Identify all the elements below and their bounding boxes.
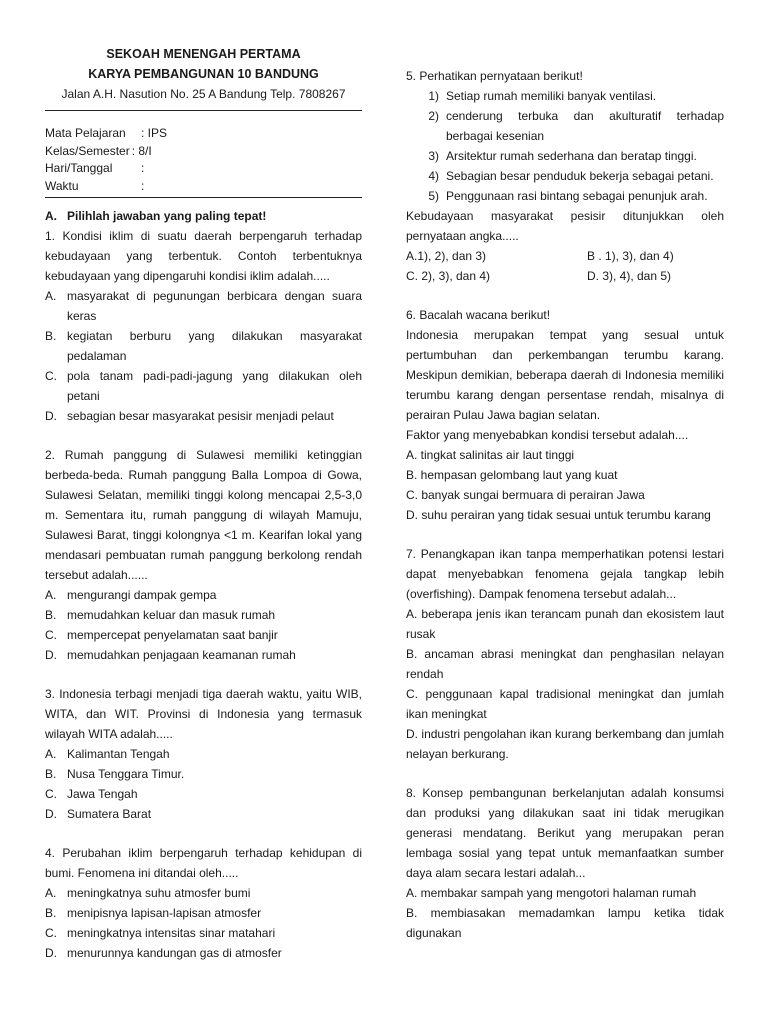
meta-day-value: : [141, 161, 145, 175]
option-text: sebagian besar masyarakat pesisir menjadi pelaut [67, 409, 334, 423]
question-6-option-c[interactable]: C. banyak sungai bermuara di perairan Jawa [406, 488, 645, 502]
question-6-option-d[interactable]: D. suhu perairan yang tidak sesuai untuk terumbu karang [406, 508, 711, 522]
section-a-text: Pilihlah jawaban yang paling tepat! [67, 209, 267, 223]
spacer [406, 764, 724, 783]
question-6-question: Faktor yang menyebabkan kondisi tersebut adalah.... [406, 428, 689, 442]
meta-divider [45, 197, 362, 198]
question-3 [45, 684, 362, 824]
question-5-option-a[interactable]: A.1), 2), dan 3) [406, 249, 487, 263]
option-text: pola tanam padi-padi-jagung yang dilakukan oleh petani [67, 369, 362, 403]
statement-number: 2) [428, 109, 439, 123]
question-4-option-d[interactable] [45, 943, 362, 963]
spacer [45, 665, 362, 684]
spacer [406, 286, 724, 305]
option-letter: C. [45, 628, 57, 642]
question-8-stem: 8. Konsep pembangunan berkelanjutan adalah konsumsi dan produksi yang dilakukan saat ini tidak merugikan generasi mendatang. Berikut yang merupakan peran lembaga sosial yang tepat untuk memanfaatkan sumber daya alam secara lestari adalah... [406, 786, 724, 880]
school-name-line2: KARYA PEMBANGUNAN 10 BANDUNG [88, 67, 319, 81]
question-7-option-a[interactable]: A. beberapa jenis ikan terancam punah dan ekosistem laut rusak [406, 607, 724, 641]
question-2-stem: 2. Rumah panggung di Sulawesi memiliki ketinggian berbeda-beda. Rumah panggung Balla Lompoa di Gowa, Sulawesi Selatan, memiliki tinggi kolong mencapai 2,5-3,0 m. Sementara itu, rumah panggung di wilayah Mamuju, Sulawesi Barat, tinggi kolongnya <1 m. Kearifan lokal yang mendasari pembuatan rumah panggung berkolong rendah tersebut adalah...... [45, 448, 362, 582]
question-5-option-d[interactable]: D. 3), 4), dan 5) [587, 269, 672, 283]
question-2-option-c[interactable] [45, 625, 362, 645]
option-letter: D. [45, 409, 57, 423]
question-2-option-d[interactable] [45, 645, 362, 665]
question-8-option-b[interactable]: B. membiasakan memadamkan lampu ketika tidak digunakan [406, 906, 724, 940]
question-3-option-b[interactable] [45, 764, 362, 784]
question-3-option-d[interactable] [45, 804, 362, 824]
option-letter: A. [45, 588, 57, 602]
question-5-question: Kebudayaan masyarakat pesisir ditunjukkan oleh pernyataan angka..... [406, 209, 724, 243]
option-text: memudahkan keluar dan masuk rumah [67, 608, 276, 622]
question-1-stem: 1. Kondisi iklim di suatu daerah berpengaruh terhadap kebudayaan yang terbentuk. Contoh terbentuknya kebudayaan yang dipengaruhi kondisi iklim adalah..... [45, 229, 362, 283]
question-7-option-d[interactable]: D. industri pengolahan ikan kurang berkembang dan jumlah nelayan berkurang. [406, 727, 724, 761]
meta-time [45, 178, 362, 196]
option-letter: B. [45, 767, 57, 781]
meta-time-value: : [141, 178, 145, 193]
question-6-passage: Indonesia merupakan tempat yang sesual untuk pertumbuhan dan perkembangan terumbu karang. Meskipun demikian, beberapa daerah di Indonesia memiliki terumbu karang dengan persentase rendah, misalnya di perairan Pulau Jawa bagian selatan. [406, 328, 724, 422]
school-name-line1: SEKOAH MENENGAH PERTAMA [106, 47, 301, 61]
question-7 [406, 544, 724, 764]
meta-class [45, 143, 362, 161]
statement-number: 3) [428, 149, 439, 163]
option-text: Nusa Tenggara Timur. [67, 767, 185, 781]
question-5-statement-1 [406, 86, 724, 106]
question-4-option-b[interactable] [45, 903, 362, 923]
option-text: menipisnya lapisan-lapisan atmosfer [67, 906, 262, 920]
option-letter: B. [45, 329, 57, 343]
option-letter: B. [45, 906, 57, 920]
meta-class-label: Kelas/Semester [45, 143, 130, 158]
option-text: menurunnya kandungan gas di atmosfer [67, 946, 282, 960]
statement-text: Penggunaan rasi bintang sebagai penunjuk arah. [446, 189, 708, 203]
option-text: meningkatnya intensitas sinar matahari [67, 926, 276, 940]
option-text: Jawa Tengah [67, 787, 138, 801]
right-column [406, 66, 724, 943]
question-5-options [406, 246, 724, 286]
statement-text: Sebagian besar penduduk bekerja sebagai petani. [446, 169, 714, 183]
section-a-prefix: A. [45, 209, 57, 223]
question-5-option-c[interactable]: C. 2), 3), dan 4) [406, 269, 491, 283]
option-letter: D. [45, 807, 57, 821]
question-7-stem: 7. Penangkapan ikan tanpa memperhatikan potensi lestari dapat menyebabkan fenomena gejala tangkap lebih (overfishing). Dampak fenomena tersebut adalah... [406, 547, 724, 601]
question-2-option-b[interactable] [45, 605, 362, 625]
question-5-statement-5 [406, 186, 724, 206]
statement-text: cenderung terbuka dan akulturatif terhadap berbagai kesenian [446, 109, 724, 143]
option-text: memudahkan penjagaan keamanan rumah [67, 648, 296, 662]
meta-subject-value: : IPS [141, 126, 168, 140]
option-text: meningkatnya suhu atmosfer bumi [67, 886, 251, 900]
question-6 [406, 305, 724, 525]
question-1-option-a[interactable] [45, 286, 362, 326]
meta-day-label: Hari/Tanggal [45, 161, 113, 175]
meta-day [45, 160, 362, 178]
question-3-option-a[interactable] [45, 744, 362, 764]
section-a-title [45, 206, 362, 226]
statement-number: 1) [428, 89, 439, 103]
statement-text: Setiap rumah memiliki banyak ventilasi. [446, 89, 657, 103]
exam-meta [45, 125, 362, 195]
question-8 [406, 783, 724, 943]
question-7-option-c[interactable]: C. penggunaan kapal tradisional meningkat dan jumlah ikan meningkat [406, 687, 724, 721]
question-7-option-b[interactable]: B. ancaman abrasi meningkat dan penghasilan nelayan rendah [406, 647, 724, 681]
question-1-option-b[interactable] [45, 326, 362, 366]
option-text: mempercepat penyelamatan saat banjir [67, 628, 278, 642]
question-5-statement-4 [406, 166, 724, 186]
question-3-option-c[interactable] [45, 784, 362, 804]
question-5 [406, 66, 724, 286]
spacer [45, 426, 362, 445]
question-2-option-a[interactable] [45, 585, 362, 605]
option-text: Sumatera Barat [67, 807, 152, 821]
question-2 [45, 445, 362, 665]
option-letter: B. [45, 608, 57, 622]
header-divider [45, 110, 362, 111]
option-letter: A. [45, 289, 57, 303]
option-letter: C. [45, 926, 57, 940]
question-1-option-c[interactable] [45, 366, 362, 406]
meta-subject [45, 125, 362, 143]
spacer [45, 824, 362, 843]
question-6-intro: 6. Bacalah wacana berikut! [406, 308, 551, 322]
school-header [45, 44, 362, 104]
statement-text: Arsitektur rumah sederhana dan beratap tinggi. [446, 149, 697, 163]
option-letter: C. [45, 369, 57, 383]
question-4 [45, 843, 362, 963]
option-letter: D. [45, 648, 57, 662]
question-6-option-b[interactable]: B. hempasan gelombang laut yang kuat [406, 468, 618, 482]
option-letter: C. [45, 787, 57, 801]
question-5-statement-2 [406, 106, 724, 146]
question-1 [45, 226, 362, 426]
option-text: masyarakat di pegunungan berbicara dengan suara keras [67, 289, 362, 323]
question-4-option-a[interactable] [45, 883, 362, 903]
question-5-stem: 5. Perhatikan pernyataan berikut! [406, 69, 583, 83]
meta-subject-label: Mata Pelajaran [45, 126, 126, 140]
meta-time-label: Waktu [45, 178, 79, 193]
option-letter: A. [45, 886, 57, 900]
question-3-stem: 3. Indonesia terbagi menjadi tiga daerah waktu, yaitu WIB, WITA, dan WIT. Provinsi di Indonesia yang termasuk wilayah WITA adalah..... [45, 687, 362, 741]
question-5-option-b[interactable]: B . 1), 3), dan 4) [587, 249, 674, 263]
question-6-option-a[interactable]: A. tingkat salinitas air laut tinggi [406, 448, 575, 462]
question-5-statement-3 [406, 146, 724, 166]
statement-number: 4) [428, 169, 439, 183]
question-4-stem: 4. Perubahan iklim berpengaruh terhadap kehidupan di bumi. Fenomena ini ditandai oleh..... [45, 846, 362, 880]
option-letter: D. [45, 946, 57, 960]
option-text: Kalimantan Tengah [67, 747, 170, 761]
statement-number: 5) [428, 189, 439, 203]
question-1-option-d[interactable] [45, 406, 362, 426]
meta-class-value: : 8/I [131, 143, 152, 158]
left-column [45, 44, 362, 963]
option-text: mengurangi dampak gempa [67, 588, 217, 602]
school-address: Jalan A.H. Nasution No. 25 A Bandung Telp. 7808267 [61, 87, 346, 101]
question-4-option-c[interactable] [45, 923, 362, 943]
question-8-option-a[interactable]: A. membakar sampah yang mengotori halaman rumah [406, 886, 697, 900]
option-text: kegiatan berburu yang dilakukan masyarakat pedalaman [67, 329, 362, 363]
spacer [406, 525, 724, 544]
option-letter: A. [45, 747, 57, 761]
